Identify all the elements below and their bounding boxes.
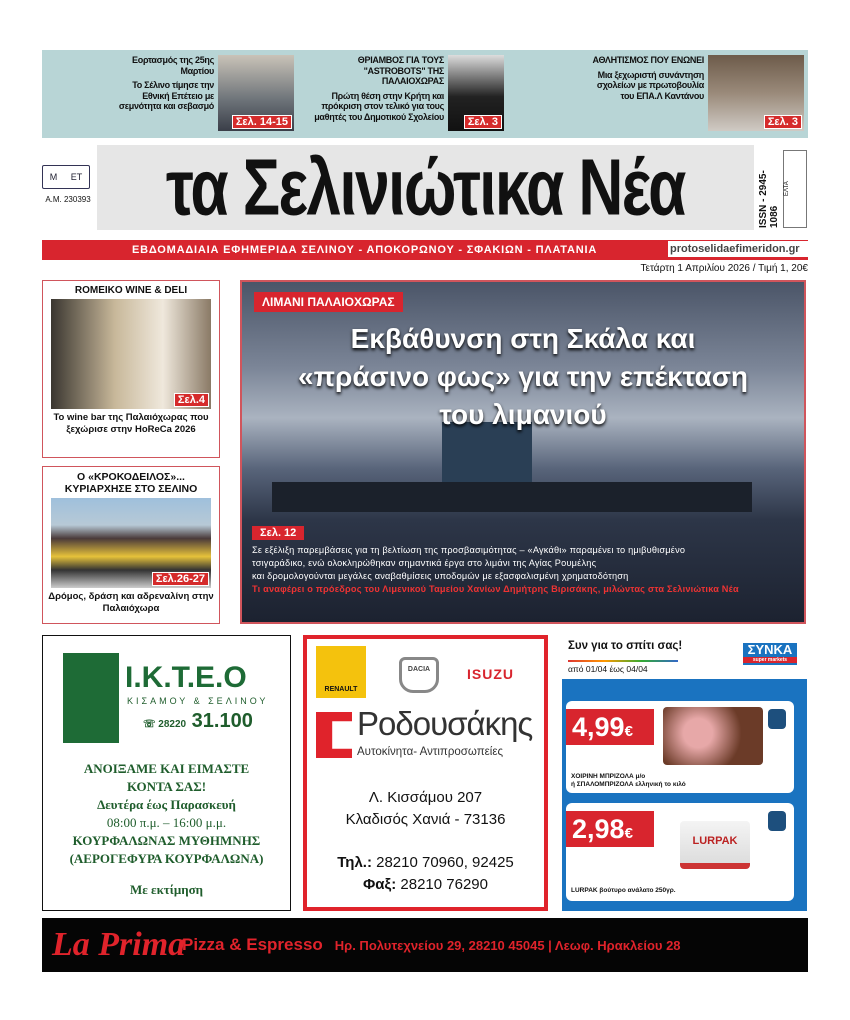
logo-text: ΕΤ [70,172,83,182]
phone-prefix: ☏ 28220 [143,719,187,730]
rodousakis-logo-icon [316,712,352,758]
car-icon [63,653,119,743]
ad-line: ΚΟΝΤΑ ΣΑΣ! [126,779,207,794]
ad-subtitle: ΚΙΣΑΜΟΥ & ΣΕΛΙΝΟΥ [127,696,269,706]
price-value: 2,98 [572,814,625,844]
ad-address: Ηρ. Πολυτεχνείου 29, 28210 45045 | Λεωφ. Ηρακλείου 28 [334,937,681,953]
registration-number: Α.Μ. 230393 [45,195,91,204]
product-image: LURPAK [680,821,750,869]
page-ref: Σελ. 12 [252,526,304,540]
story-photo [51,299,211,409]
phone-number: 31.100 [191,710,253,732]
product-line: ΧΟΙΡΙΝΗ ΜΠΡΙΖΟΛΑ μ/ο [571,773,646,780]
lead-caption [252,544,796,596]
dacia-logo: DACIA [399,657,439,693]
story-caption: Δρόμος, δράση και αδρεναλίνη στην Παλαιόχωρα [48,591,214,614]
teaser-3[interactable] [586,55,804,133]
ad-rodousakis[interactable] [303,635,548,911]
ad-line: 08:00 π.μ. – 16:00 μ.μ. [106,815,227,830]
teaser-photo [448,55,504,131]
pier-photo [272,482,752,512]
ad-contacts [307,852,544,896]
la-prima-logo: La Prima [52,926,186,963]
ad-tagline: Pizza & Espresso [182,935,323,954]
currency: € [624,723,633,740]
ad-synka[interactable] [562,635,807,911]
basket-icon [768,709,786,729]
teaser-2[interactable] [304,55,504,133]
elta-stamp: ΕΛΤΑ [783,150,807,228]
newspaper-title: τα Σελινιώτικα Νέα [166,142,685,233]
side-story-1[interactable] [42,280,220,458]
caption-quote: Τι αναφέρει ο πρόεδρος του Λιμενικού Ταμείου Χανίων Δημήτρης Βιρισάκης, μιλώντας στα Σελινιώτικα Νέα [252,584,739,594]
ad-ikteo[interactable] [42,635,291,911]
logo-text: ΣYNKA [747,642,793,657]
ad-line: ΚΟΥΡΦΑΛΩΝΑΣ ΜΥΘΗΜΝΗΣ [72,833,261,848]
address-line: Λ. Κισσάμου 207 [368,789,483,806]
side-story-2[interactable] [42,466,220,624]
caption-line: Σε εξέλιξη παρεμβάσεις για τη βελτίωση της προσβασιμότητας – «Αγκάθι» παραμένει το ημιβυθισμένο [252,545,686,555]
masthead [97,142,754,233]
ad-la-prima[interactable] [42,918,808,972]
caption-line: τσιγαράδικο, ενώ ολοκληρώθηκαν σημαντικά έργα στο λιμάνι της Αγίας Ρουμέλης [252,558,597,568]
logo-text: Μ [49,172,58,182]
story-header: ROMEIKO WINE & DELI [74,285,188,296]
offer-card[interactable] [566,803,794,901]
teaser-strip [42,50,808,138]
source-watermark: protoselidaefimeridon.gr [668,241,808,257]
synka-logo [743,643,797,665]
currency: € [624,825,633,842]
renault-logo: RENAULT [316,646,366,698]
ad-phone [143,710,253,733]
product-name: LURPAK βούτυρο ανάλατο 250γρ. [571,887,676,894]
page-ref: Σελ. 3 [764,115,802,129]
teaser-title: ΑΘΛΗΤΙΣΜΟΣ ΠΟΥ ΕΝΩΝΕΙ [592,55,704,65]
ad-closing: Με εκτίμηση [129,882,204,897]
tel-label: Τηλ.: [337,854,372,871]
section-label: ΛΙΜΑΝΙ ΠΑΛΑΙΟΧΩΡΑΣ [254,292,403,312]
offer-dates: από 01/04 έως 04/04 [568,664,648,674]
fax-number: 28210 76290 [396,876,488,893]
basket-icon [768,811,786,831]
ad-brand: Ι.Κ.Τ.Ε.Ο [125,661,247,694]
page-ref: Σελ.26-27 [152,572,209,586]
story-header: Ο «ΚΡΟΚΟΔΕΙΛΟΣ»... ΚΥΡΙΑΡΧΗΣΕ ΣΤΟ ΣΕΛΙΝΟ [64,471,198,495]
price [566,811,654,847]
teaser-title: ΘΡΙΑΜΒΟΣ ΓΙΑ ΤΟΥΣ "ASTROBOTS" ΤΗΣ ΠΑΛΑΙΟΧΩΡΑΣ [357,55,444,86]
ad-line: ΑΝΟΙΞΑΜΕ ΚΑΙ ΕΙΜΑΣΤΕ [83,761,250,776]
teaser-text: Πρώτη θέση στην Κρήτη και πρόκριση στον τελικό για τους μαθητές του Δημοτικού Σχολείου [314,90,444,122]
ad-subtitle: Αυτοκίνητα- Αντιπροσωπείες [357,746,503,758]
headline: Εκβάθυνση στη Σκάλα και «πράσινο φως» για την επέκταση του λιμανιού [298,323,748,430]
teaser-text: Μια ξεχωριστή συνάντηση σχολείων με πρωτοβουλία του ΕΠΑ.Λ Καντάνου [596,69,704,101]
isuzu-logo: ISUZU [467,666,514,682]
ad-address [307,787,544,831]
teaser-photo [708,55,804,131]
publisher-logo [42,165,94,209]
price-value: 4,99 [572,712,625,742]
dateline: Τετάρτη 1 Απριλίου 2026 / Τιμή 1, 20€ [640,263,808,274]
tagline-bar: ΕΒΔΟΜΑΔΙΑΙΑ ΕΦΗΜΕΡΙΔΑ ΣΕΛΙΝΟΥ - ΑΠΟΚΟΡΩΝΟΥ - ΣΦΑΚΙΩΝ - ΠΛΑΤΑΝΙΑ [42,240,808,260]
ad-text [43,760,290,868]
lead-story[interactable] [240,280,806,624]
page-ref: Σελ.4 [174,393,209,407]
tel-number: 28210 70960, 92425 [371,854,514,871]
teaser-1[interactable] [114,55,294,133]
fax-label: Φαξ: [363,876,397,893]
ad-line: (ΑΕΡΟΓΕΦΥΡΑ ΚΟΥΡΦΑΛΩΝΑ) [69,851,264,866]
offer-card[interactable] [566,701,794,793]
address-line: Κλαδισός Χανιά - 73136 [345,811,506,828]
teaser-photo [218,55,294,131]
ad-brand: Ροδουσάκης [357,705,533,742]
page-ref: Σελ. 14-15 [232,115,292,129]
caption-line: και δρομολογούνται μεγάλες αναβαθμίσεις υποδομών με εξασφαλισμένη χρηματοδότηση [252,571,629,581]
page-ref: Σελ. 3 [464,115,502,129]
logo-sub: super markets [743,657,797,663]
issn: ISSN - 2945-1086 [758,170,780,228]
teaser-title: Εορτασμός της 25ης Μαρτίου [132,55,214,76]
ad-line: Δευτέρα έως Παρασκευή [97,797,236,812]
product-line: ή ΣΠΑΛΟΜΠΡΙΖΟΛΑ ελληνική το κιλό [571,781,686,788]
price [566,709,654,745]
product-name [571,773,686,789]
ad-title: Συν για το σπίτι σας! [568,640,683,652]
product-image [663,707,763,765]
story-caption: Το wine bar της Παλαιόχωρας που ξεχώρισε στην HoReCa 2026 [53,412,209,435]
teaser-text: Το Σέλινο τίμησε την Εθνική Επέτειο με σεμνότητα και σεβασμό [118,80,214,111]
story-photo [51,498,211,588]
